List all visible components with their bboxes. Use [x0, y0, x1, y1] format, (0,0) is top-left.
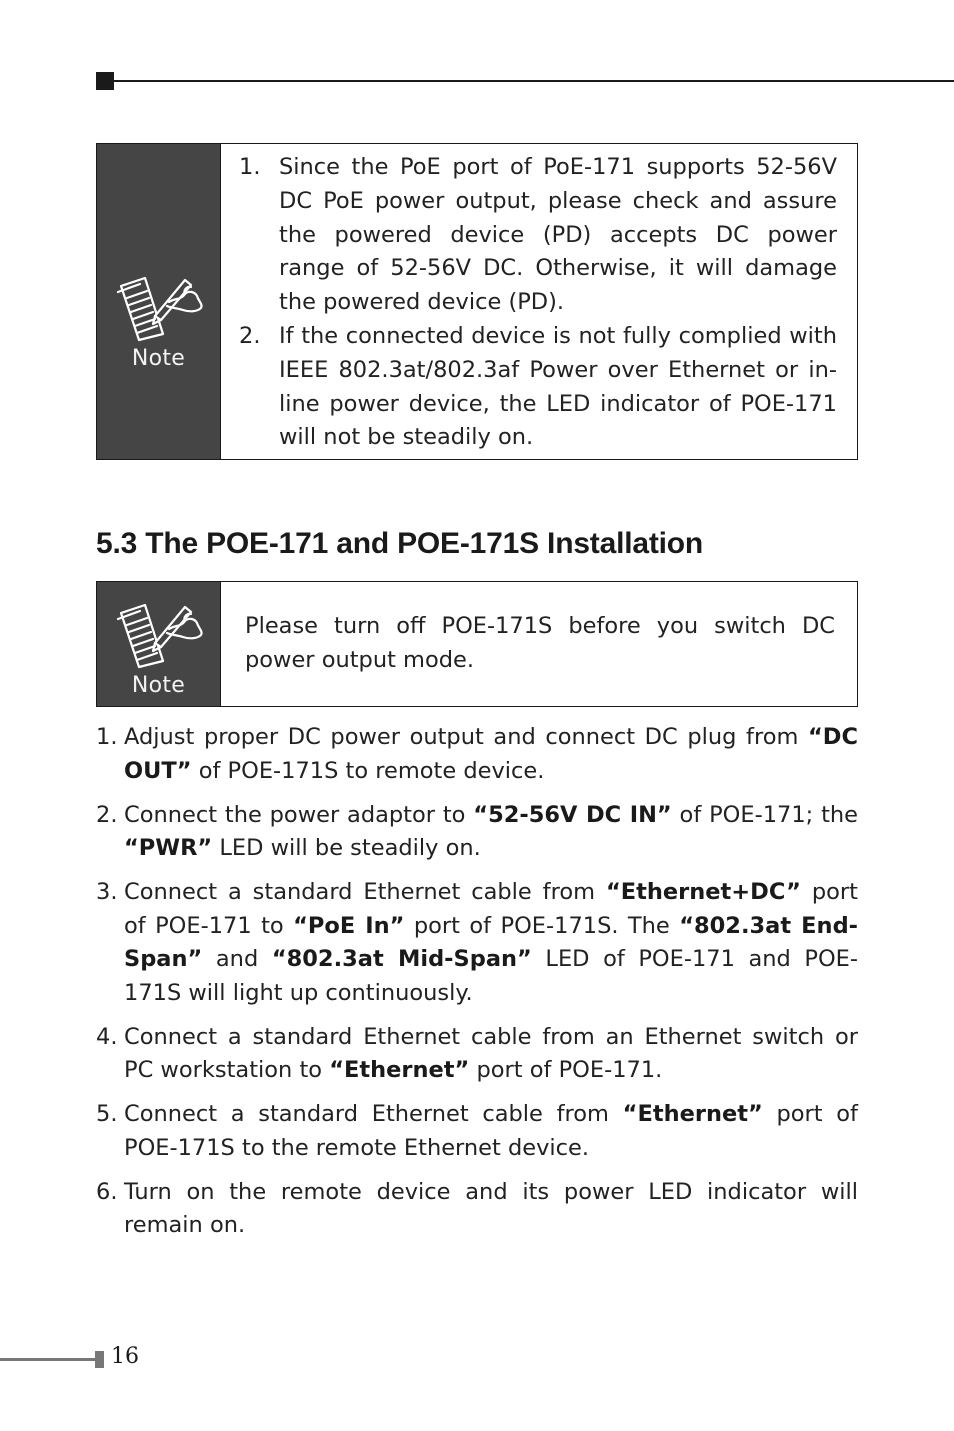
note-sidebar [97, 144, 221, 459]
step-text-bold: “Ethernet” [329, 1057, 470, 1083]
note-list-item [239, 151, 837, 320]
step-text-bold: “802.3at End-Span” [124, 912, 859, 972]
step-text-run: LED of POE-171 and POE-171S will light up continuously. [124, 946, 859, 1006]
note-pencil-icon [111, 272, 207, 342]
page-number: 16 [111, 1344, 139, 1369]
step-text-run: Turn on the remote device and its power LED indicator will remain on. [124, 1178, 858, 1238]
step-item [96, 1176, 858, 1243]
step-text-run: Adjust proper DC power output and connect DC plug from [124, 724, 809, 750]
step-number: 1. [96, 724, 118, 750]
step-text-run: port of POE-171S. The [404, 912, 680, 939]
note-item-text: If the connected device is not fully complied with IEEE 802.3at/802.3af Power over Ethernet or in-line power device, the LED indicator of POE-171 will not be steadily on. [279, 322, 837, 451]
note-box-poe-warning [96, 143, 858, 460]
header-rule [114, 80, 954, 82]
note-item-number: 1. [239, 154, 261, 180]
step-text-bold: “DC OUT” [124, 724, 858, 784]
note-item-text: Since the PoE port of PoE-171 supports 52-56V DC PoE power output, please check and assure the powered device (PD) accepts DC power range of 52-56V DC. Otherwise, it will damage the powered device (PD). [279, 154, 837, 316]
footer-marker [95, 1351, 104, 1368]
note-content [221, 144, 857, 459]
step-number: 4. [96, 1023, 118, 1050]
note-item-number: 2. [239, 322, 261, 349]
installation-steps [96, 721, 858, 1253]
step-text-run: and [202, 946, 272, 972]
note-label: Note [131, 672, 186, 698]
step-text-run: Connect a standard Ethernet cable from an Ethernet switch or PC workstation to [124, 1023, 858, 1083]
step-item [96, 876, 858, 1010]
step-text-bold: “Ethernet” [622, 1101, 763, 1127]
header-marker [96, 72, 114, 90]
step-number: 2. [96, 801, 118, 828]
step-text-bold: “PWR” [124, 835, 213, 861]
step-text [124, 1021, 858, 1088]
step-text [124, 799, 858, 866]
footer-rule [0, 1358, 96, 1361]
step-text-run: of POE-171; the [671, 801, 858, 828]
note-list-item [239, 320, 837, 455]
step-text [124, 1176, 858, 1243]
step-text-bold: “Ethernet+DC” [605, 879, 801, 905]
note-list [239, 151, 837, 455]
step-number: 5. [96, 1101, 118, 1127]
step-number: 6. [96, 1178, 118, 1205]
step-text [124, 876, 858, 1010]
note-pencil-icon [111, 599, 207, 669]
step-text-bold: “PoE In” [293, 912, 405, 939]
note-content [221, 582, 857, 706]
step-text-run: of POE-171S to remote device. [191, 757, 545, 784]
step-text-run: port of POE-171S to the remote Ethernet device. [124, 1101, 858, 1161]
step-item [96, 721, 858, 788]
step-text-run: LED will be steadily on. [212, 835, 481, 861]
note-sidebar [97, 582, 221, 706]
note-box-dc-switch [96, 581, 858, 707]
note-label: Note [131, 346, 186, 371]
step-text-bold: “52-56V DC IN” [473, 801, 672, 828]
step-text [124, 721, 858, 788]
step-text-run: Connect a standard Ethernet cable from [124, 1101, 623, 1127]
step-number: 3. [96, 879, 118, 905]
step-item [96, 1021, 858, 1088]
step-text-bold: “802.3at Mid-Span” [271, 946, 532, 972]
step-item [96, 799, 858, 866]
step-text-run: port of POE-171. [469, 1057, 663, 1083]
step-item [96, 1098, 858, 1165]
step-text-run: Connect a standard Ethernet cable from [124, 879, 606, 905]
section-title: 5.3 The POE-171 and POE-171S Installation [96, 527, 704, 560]
step-text [124, 1098, 858, 1165]
step-text-run: Connect the power adaptor to [124, 801, 474, 828]
step-text-run: port of POE-171 to [124, 879, 858, 939]
note-text: Please turn off POE-171S before you switch DC power output mode. [245, 613, 835, 673]
